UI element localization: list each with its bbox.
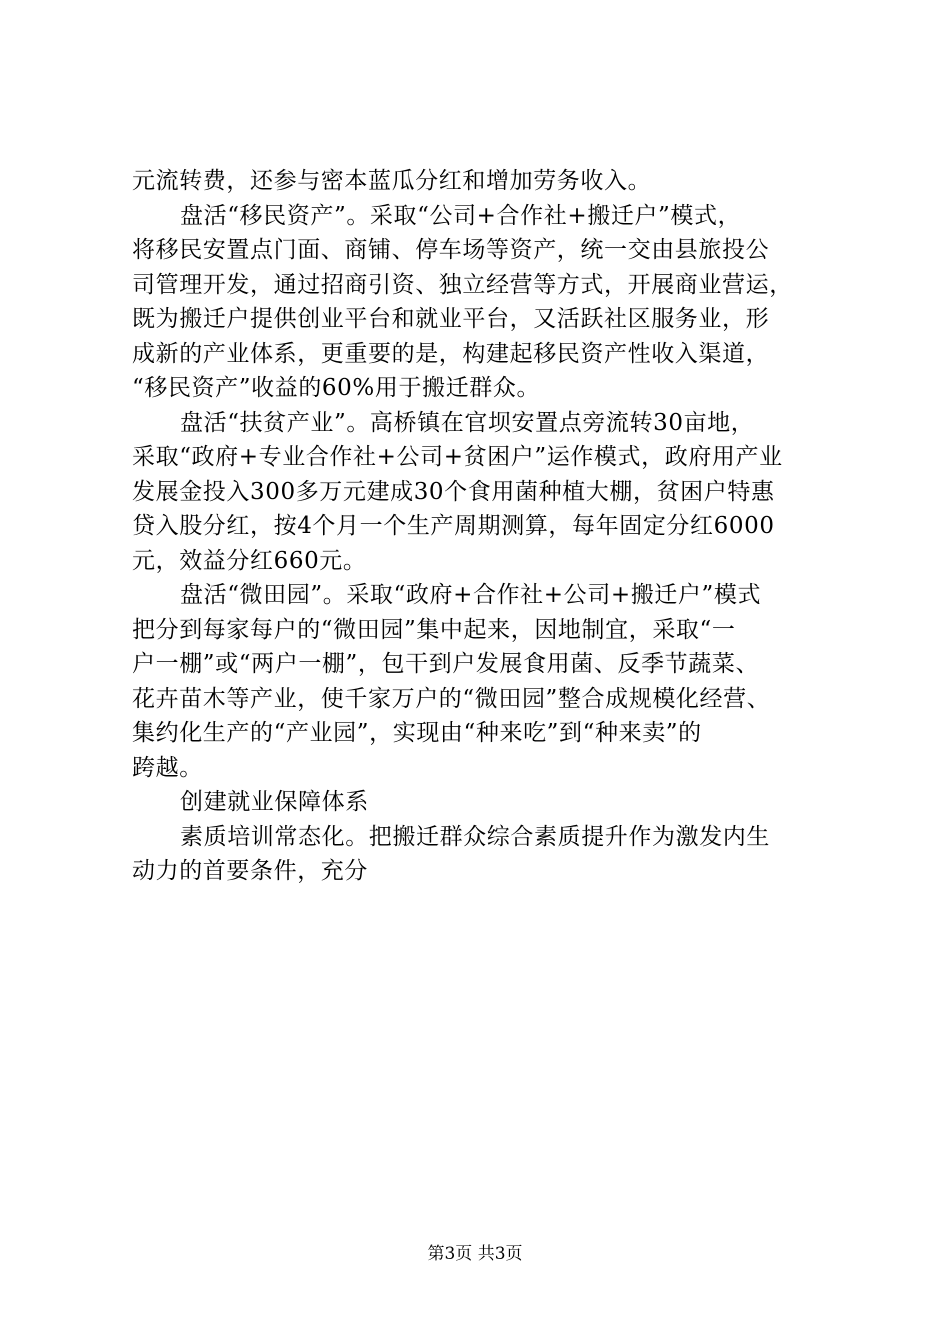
paragraph-heading-poverty-industry: 盘活“扶贫产业”。高桥镇在官坝安置点旁流转30亩地， [180, 409, 755, 436]
body-line: 把分到每家每户的“微田园”集中起来，因地制宜，采取“一 [132, 616, 736, 643]
body-line: 司管理开发，通过招商引资、独立经营等方式，开展商业营运， [132, 271, 793, 298]
body-line: 成新的产业体系，更重要的是，构建起移民资产性收入渠道， [132, 340, 770, 367]
body-line: 既为搬迁户提供创业平台和就业平台，又活跃社区服务业，形 [132, 306, 770, 332]
body-line: 花卉苗木等产业，使千家万户的“微田园”整合成规模化经营、 [132, 685, 771, 712]
body-line: 元流转费，还参与密本蓝瓜分红和增加劳务收入。 [132, 168, 652, 194]
body-line: 户一棚”或“两户一棚”，包干到户发展食用菌、反季节蔬菜、 [132, 651, 760, 677]
paragraph-heading-training: 素质培训常态化。把搬迁群众综合素质提升作为激发内生 [180, 823, 770, 850]
body-line: 集约化生产的“产业园”，实现由“种来吃”到“种来卖”的 [132, 720, 702, 746]
body-line: 采取“政府+专业合作社+公司+贫困户”运作模式，政府用产业 [132, 444, 783, 470]
body-line: 将移民安置点门面、商铺、停车场等资产，统一交由县旅投公 [132, 237, 770, 263]
document-body [132, 164, 832, 889]
page-number-label: 第3页 共3页 [427, 1244, 523, 1264]
body-line: 发展金投入300多万元建成30个食用菌种植大棚，贫困户特惠 [132, 478, 775, 505]
paragraph-heading-micro-garden: 盘活“微田园”。采取“政府+合作社+公司+搬迁户”模式 [180, 582, 762, 608]
body-line: 跨越。 [132, 754, 203, 781]
body-line: “移民资产”收益的60%用于搬迁群众。 [132, 375, 541, 401]
body-line: 元，效益分红660元。 [132, 547, 367, 574]
body-line: 动力的首要条件，充分 [132, 858, 368, 884]
body-line: 贷入股分红，按4个月一个生产周期测算，每年固定分红6000 [132, 513, 775, 539]
section-heading-employment: 创建就业保障体系 [180, 789, 369, 815]
page-footer [0, 1242, 950, 1266]
paragraph-heading-immigrant-assets: 盘活“移民资产”。采取“公司+合作社+搬迁户”模式， [180, 202, 742, 229]
